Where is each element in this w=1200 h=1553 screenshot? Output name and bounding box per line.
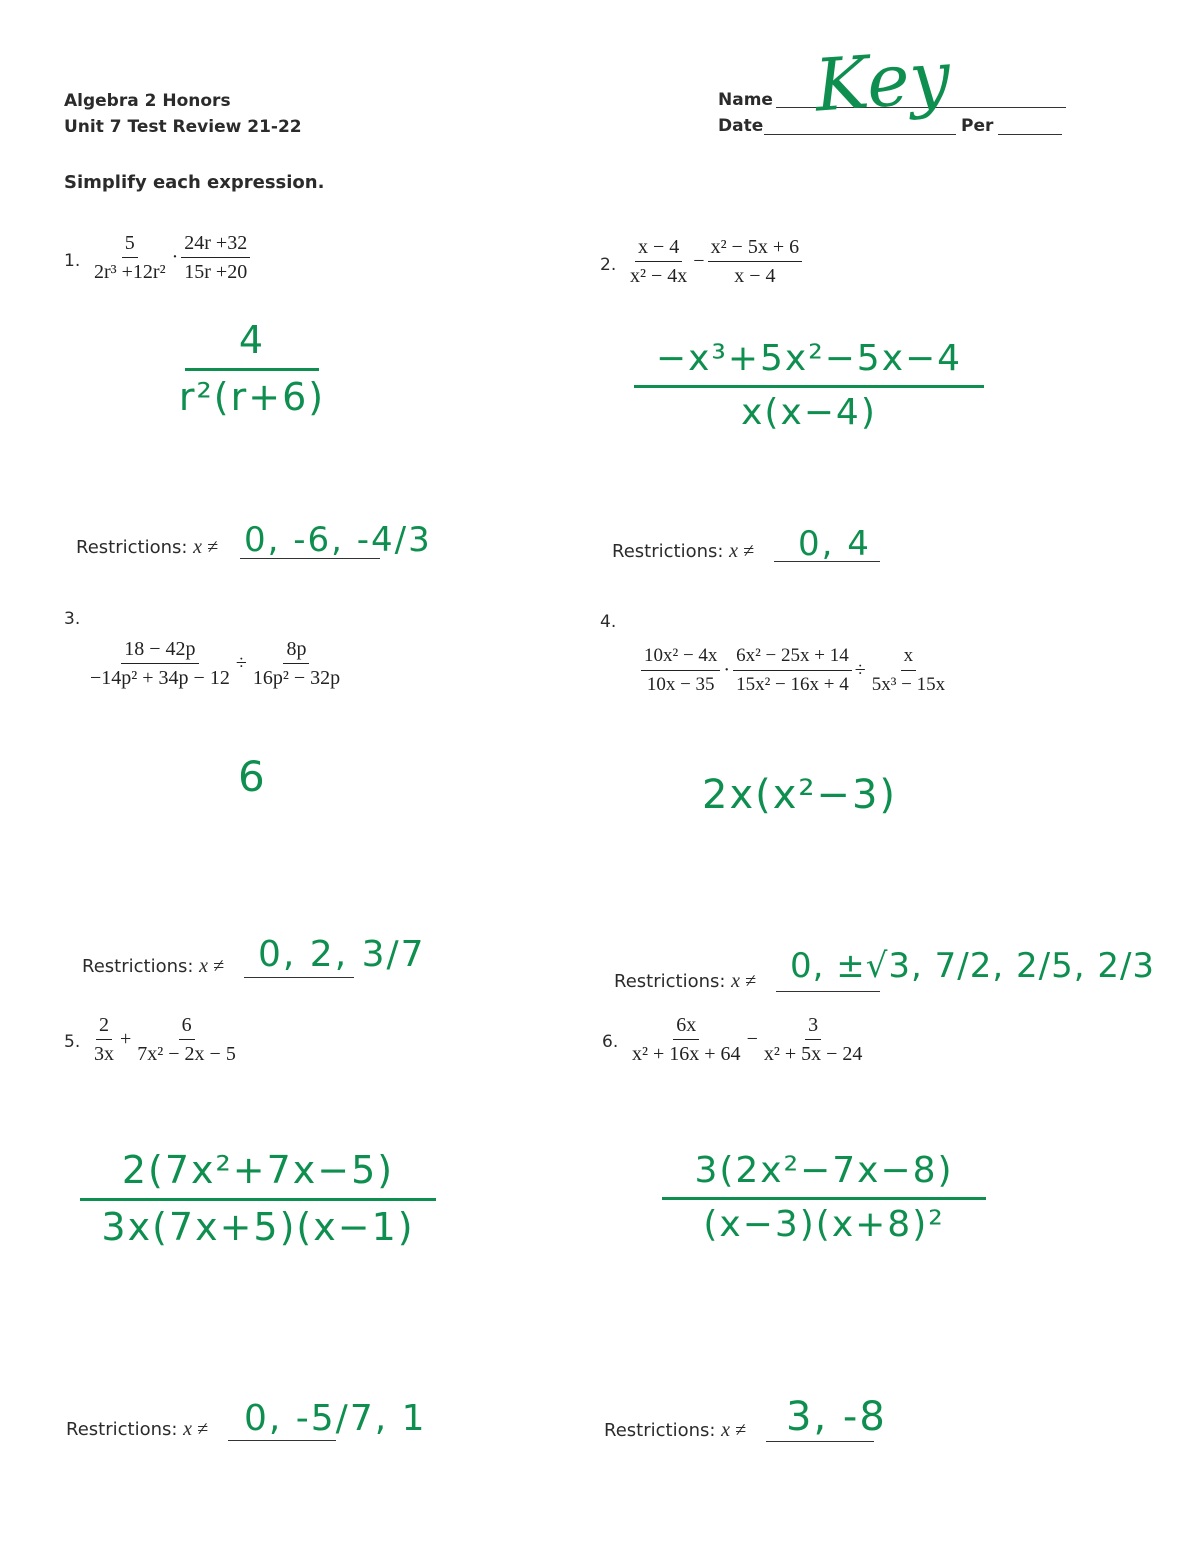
problem-3-restriction-answer: 0, 2, 3/7	[258, 934, 426, 975]
problem-5-restrictions-line	[228, 1440, 336, 1441]
problem-5-numerator-1: 2	[96, 1014, 112, 1040]
restrictions-label: Restrictions:	[66, 1419, 178, 1440]
problem-6-expression	[628, 1014, 866, 1065]
problem-6-answer-denominator: (x−3)(x+8)²	[703, 1204, 945, 1245]
name-label: Name	[718, 90, 773, 110]
problem-6-restrictions	[604, 1419, 746, 1442]
restrictions-variable: x ≠	[729, 540, 755, 562]
problem-2-restriction-answer: 0, 4	[798, 524, 871, 564]
problem-2-number: 2.	[600, 255, 617, 275]
problem-1-denominator-1: 2r³ +12r²	[94, 261, 166, 283]
problem-6-denominator-2: x² + 5x − 24	[763, 1043, 863, 1065]
date-line	[764, 134, 956, 135]
problem-5-answer-numerator: 2(7x²+7x−5)	[121, 1148, 395, 1192]
problem-6-numerator-2: 3	[805, 1014, 821, 1040]
problem-5-restrictions	[66, 1418, 208, 1441]
problem-5-expression	[90, 1014, 240, 1065]
problem-2-expression	[626, 236, 803, 287]
problem-1-restriction-answer: 0, -6, -4/3	[244, 520, 432, 560]
problem-3-denominator-1: −14p² + 34p − 12	[90, 667, 230, 689]
problem-5-numerator-2: 6	[179, 1014, 195, 1040]
problem-6-restriction-answer: 3, -8	[786, 1394, 887, 1440]
problem-4-denominator-1: 10x − 35	[646, 674, 715, 695]
problem-4-numerator-2: 6x² − 25x + 14	[733, 645, 852, 671]
per-line	[998, 134, 1062, 135]
problem-4-restrictions-line	[776, 991, 880, 992]
problem-3-answer: 6	[238, 752, 267, 801]
problem-5-answer	[80, 1148, 436, 1249]
unit-title: Unit 7 Test Review 21-22	[64, 117, 302, 137]
restrictions-label: Restrictions:	[604, 1420, 716, 1441]
problem-5-denominator-2: 7x² − 2x − 5	[137, 1043, 236, 1065]
problem-3-expression	[86, 638, 344, 689]
problem-3-restrictions	[82, 955, 224, 978]
problem-3-denominator-2: 16p² − 32p	[252, 667, 341, 689]
restrictions-variable: x ≠	[183, 1418, 209, 1440]
problem-4-expression	[640, 645, 949, 696]
problem-5-restriction-answer: 0, -5/7, 1	[244, 1398, 427, 1439]
problem-2-denominator-2: x − 4	[734, 265, 776, 287]
restrictions-label: Restrictions:	[612, 541, 724, 562]
problem-5-denominator-1: 3x	[94, 1043, 114, 1065]
problem-1-answer-denominator: r²(r+6)	[178, 375, 326, 419]
problem-3-operator: ÷	[235, 652, 247, 674]
problem-2-numerator-2: x² − 5x + 6	[708, 236, 803, 262]
problem-2-answer	[634, 338, 984, 433]
restrictions-variable: x ≠	[721, 1419, 747, 1441]
problem-1-restrictions	[76, 536, 218, 559]
problem-2-operator: −	[693, 250, 705, 272]
problem-3-restrictions-line	[244, 977, 354, 978]
date-label: Date	[718, 116, 764, 136]
key-signature: Key	[812, 34, 953, 128]
problem-6-denominator-1: x² + 16x + 64	[632, 1043, 741, 1065]
problem-6-restrictions-line	[766, 1441, 874, 1442]
problem-4-restriction-answer: 0, ±√3, 7/2, 2/5, 2/3	[790, 946, 1156, 986]
problem-4-numerator-3: x	[901, 645, 917, 671]
problem-2-denominator-1: x² − 4x	[630, 265, 688, 287]
restrictions-variable: x ≠	[193, 536, 219, 558]
problem-4-operator-1: ·	[723, 659, 731, 681]
restrictions-label: Restrictions:	[614, 971, 726, 992]
problem-1-numerator-2: 24r +32	[181, 232, 250, 258]
problem-1-expression	[90, 232, 251, 283]
problem-3-numerator-1: 18 − 42p	[121, 638, 198, 664]
problem-3-numerator-2: 8p	[283, 638, 309, 664]
instructions: Simplify each expression.	[64, 172, 325, 193]
problem-6-number: 6.	[602, 1032, 619, 1052]
restrictions-variable: x ≠	[199, 955, 225, 977]
problem-2-numerator-1: x − 4	[635, 236, 682, 262]
course-title: Algebra 2 Honors	[64, 91, 231, 111]
problem-4-number: 4.	[600, 612, 617, 632]
problem-4-denominator-3: 5x³ − 15x	[871, 674, 946, 695]
problem-3-number: 3.	[64, 609, 81, 629]
problem-1-number: 1.	[64, 251, 81, 271]
problem-4-denominator-2: 15x² − 16x + 4	[736, 674, 849, 695]
problem-6-numerator-1: 6x	[673, 1014, 699, 1040]
problem-2-answer-denominator: x(x−4)	[741, 392, 877, 433]
problem-5-operator: +	[120, 1028, 132, 1050]
problem-2-answer-numerator: −x³+5x²−5x−4	[655, 338, 963, 379]
per-label: Per	[961, 116, 994, 136]
problem-4-numerator-1: 10x² − 4x	[641, 645, 720, 671]
problem-5-answer-denominator: 3x(7x+5)(x−1)	[101, 1205, 415, 1249]
problem-1-numerator-1: 5	[122, 232, 138, 258]
problem-1-denominator-2: 15r +20	[184, 261, 248, 283]
problem-6-operator: −	[746, 1028, 758, 1050]
restrictions-variable: x ≠	[731, 970, 757, 992]
problem-4-answer: 2x(x²−3)	[702, 772, 898, 818]
problem-6-answer-numerator: 3(2x²−7x−8)	[694, 1150, 954, 1191]
problem-4-operator-2: ÷	[854, 659, 866, 681]
problem-1-answer-numerator: 4	[238, 318, 266, 362]
problem-1-operator: ·	[171, 246, 179, 268]
problem-5-number: 5.	[64, 1032, 81, 1052]
problem-4-restrictions	[614, 970, 756, 993]
problem-6-answer	[662, 1150, 986, 1245]
problem-2-restrictions	[612, 540, 754, 563]
problem-1-answer	[178, 318, 326, 419]
restrictions-label: Restrictions:	[76, 537, 188, 558]
restrictions-label: Restrictions:	[82, 956, 194, 977]
